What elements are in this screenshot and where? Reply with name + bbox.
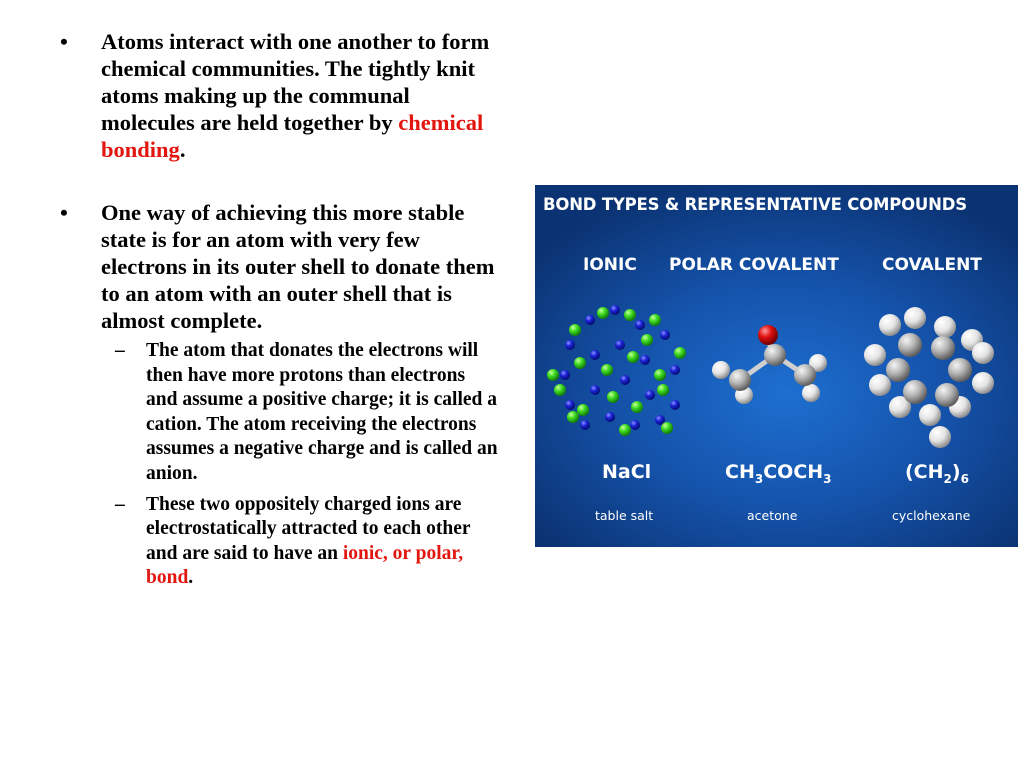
- formula-part: CH: [725, 461, 755, 483]
- caption-acetone: acetone: [747, 508, 798, 523]
- formula-subscript: 2: [943, 471, 952, 486]
- formula-acetone: [725, 461, 832, 486]
- formula-subscript: 3: [823, 471, 832, 486]
- column-heading-ionic: IONIC: [583, 255, 637, 275]
- sub-item-text-end: .: [188, 567, 194, 589]
- nacl-crystal-model: [547, 305, 686, 436]
- highlight-term: chemical bonding: [101, 110, 484, 162]
- formula-nacl: [602, 461, 651, 483]
- highlight-term: ionic, or polar, bond: [146, 542, 464, 589]
- bullet-item: [58, 199, 498, 334]
- bullet-marker: •: [60, 200, 68, 225]
- sub-item: [58, 493, 498, 591]
- bullet-text: One way of achieving this more stable state is for an atom with very few electrons in its outer shell to donate them to an atom with an outer shell that is almost complete.: [101, 200, 495, 333]
- column-heading-polar-covalent: POLAR COVALENT: [669, 255, 839, 275]
- figure-title: BOND TYPES & REPRESENTATIVE COMPOUNDS: [543, 195, 967, 214]
- formula-part: ): [951, 461, 961, 483]
- formula-nacl-text: NaCl: [602, 461, 652, 483]
- sub-item-text: These two oppositely charged ions are electrostatically attracted to each other and are said to have an: [146, 493, 471, 564]
- text-column: [58, 28, 498, 591]
- molecule-models: [535, 185, 1018, 547]
- column-heading-covalent: COVALENT: [882, 255, 982, 275]
- sub-list: [58, 339, 498, 591]
- dash-marker: –: [115, 493, 125, 515]
- formula-subscript: 3: [754, 471, 764, 486]
- caption-table-salt: table salt: [595, 508, 654, 523]
- formula-part: COCH: [763, 461, 824, 483]
- bullet-item: [58, 28, 498, 163]
- acetone-model: [712, 325, 827, 404]
- bullet-text: Atoms interact with one another to form chemical communities. The tightly knit atoms making up the communal molecules are held together by: [101, 29, 490, 135]
- formula-subscript: 6: [960, 471, 969, 486]
- sub-item: [58, 339, 498, 487]
- bullet-marker: •: [60, 29, 68, 54]
- cyclohexane-model: [864, 307, 994, 448]
- caption-cyclohexane: cyclohexane: [892, 508, 971, 523]
- bond-types-figure: [535, 185, 1018, 547]
- dash-marker: –: [115, 340, 125, 361]
- sub-item-text: The atom that donates the electrons will then have more protons than electrons and assume a positive charge; it is called a cation. The atom receiving the electrons assumes a negative charge and is called an anion.: [146, 340, 498, 484]
- formula-cyclohexane: [905, 461, 969, 486]
- formula-part: (CH: [905, 461, 944, 483]
- bullet-text-end: .: [179, 137, 186, 162]
